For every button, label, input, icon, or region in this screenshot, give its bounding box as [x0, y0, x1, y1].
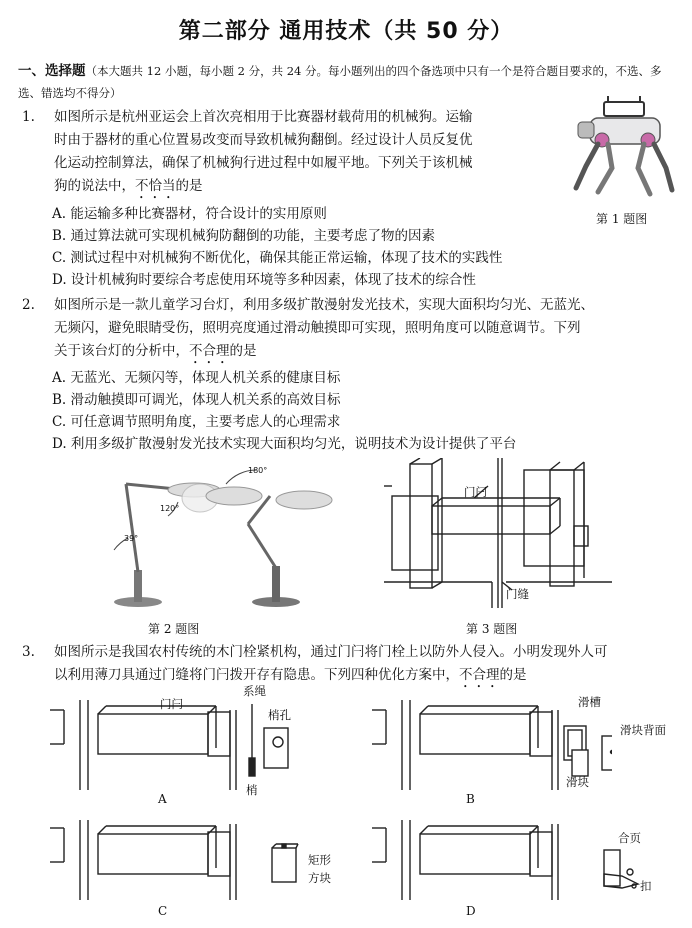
emphasis-word: 不合理 [189, 343, 230, 359]
option-a: A. 能运输多种比赛器材，符合设计的实用原则 [52, 206, 327, 222]
option-a: A. 无蓝光、无频闪等，体现人机关系的健康目标 [52, 370, 341, 386]
question-line: 狗的说法中， [54, 178, 135, 194]
label-rect-block: 方块 [308, 871, 331, 885]
question-line: 如图所示是我国农村传统的木门栓紧机构，通过门闩将门栓上以防外人侵入。小明发现外人可 [54, 644, 608, 660]
emphasis-word: 不合理 [459, 667, 500, 683]
option-d: D. 利用多级扩散漫射发光技术实现大面积均匀光，说明技术为设计提供了平台 [52, 436, 517, 452]
option-c-figure [50, 820, 300, 900]
label-rope: 系绳 [243, 684, 266, 698]
angle-label-180: 180° [248, 466, 268, 475]
section-title: 一、选择题 [18, 63, 86, 79]
angle-label-120: 120° [160, 504, 180, 513]
question-tail: 的是 [499, 667, 527, 683]
desk-lamp-figure [108, 462, 338, 612]
option-c: C. 测试过程中对机械狗不断优化，确保其能正常运输，体现了技术的实践性 [52, 250, 503, 266]
option-a-letter: A [158, 792, 167, 806]
label-hinge: 合页 [618, 831, 641, 845]
option-b: B. 滑动触摸即可调光，体现人机关系的高效目标 [52, 392, 341, 408]
question-line: 如图所示是杭州亚运会上首次亮相用于比赛器材载荷用的机械狗。运输 [54, 109, 473, 125]
question-line: 如图所示是一款儿童学习台灯，利用多级扩散漫射发光技术，实现大面积均匀光、无蓝光、 [54, 297, 594, 313]
question-line: 无频闪，避免眼睛受伤，照明亮度通过滑动触摸即可实现，照明角度可以随意调节。下列 [54, 320, 581, 336]
question-tail: 的是 [229, 343, 257, 359]
label-pin-hole: 梢孔 [268, 708, 291, 722]
robot-dog-figure [568, 96, 680, 204]
question-line: 化运动控制算法，确保了机械狗行进过程中如履平地。下列关于该机械 [54, 155, 473, 171]
question-line: 以利用薄刀具通过门缝将门闩拨开存有隐患。下列四种优化方案中， [54, 667, 459, 683]
question-number: 1. [22, 109, 35, 125]
door-bolt-figure [384, 458, 612, 616]
label-buckle: 扣 [640, 879, 652, 893]
emphasis-word: 不恰当 [135, 178, 176, 194]
angle-label-39: 39° [124, 534, 139, 543]
label-bolt: 门闩 [464, 485, 487, 499]
question-tail: 的是 [175, 178, 203, 194]
question-number: 2. [22, 297, 35, 313]
figure-1-caption: 第 1 题图 [596, 212, 648, 226]
label-pin: 梢 [246, 783, 258, 797]
option-d-letter: D [466, 904, 476, 918]
question-line: 关于该台灯的分析中， [54, 343, 189, 359]
figure-3-caption: 第 3 题图 [466, 622, 518, 636]
label-slider: 滑块 [566, 775, 589, 789]
option-c-letter: C [158, 904, 168, 918]
question-number: 3. [22, 644, 35, 660]
label-gap: 门缝 [506, 587, 529, 601]
option-d-figure [372, 820, 642, 900]
label-slot: 滑槽 [578, 695, 601, 709]
figure-2-caption: 第 2 题图 [148, 622, 200, 636]
option-d: D. 设计机械狗时要综合考虑使用环境等多种因素，体现了技术的综合性 [52, 272, 476, 288]
label-slider-back: 滑块背面 [620, 723, 666, 737]
section-note: （本大题共 12 小题，每小题 2 分，共 24 分。每小题列出的四个备选项中只有一个是符合题目要求的，不选、多选、错选均不得分） [18, 64, 662, 100]
label-bolt: 门闩 [160, 697, 183, 711]
option-c: C. 可任意调节照明角度，主要考虑人的心理需求 [52, 414, 341, 430]
question-line: 时由于器材的重心位置易改变而导致机械狗翻倒。经过设计人员反复优 [54, 132, 473, 148]
page-title: 第二部分 通用技术（共 50 分） [178, 19, 514, 44]
option-b: B. 通过算法就可实现机械狗防翻倒的功能，主要考虑了物的因素 [52, 228, 436, 244]
option-a-figure [50, 700, 290, 790]
option-b-letter: B [466, 792, 475, 806]
label-rect-block: 矩形 [308, 853, 331, 867]
